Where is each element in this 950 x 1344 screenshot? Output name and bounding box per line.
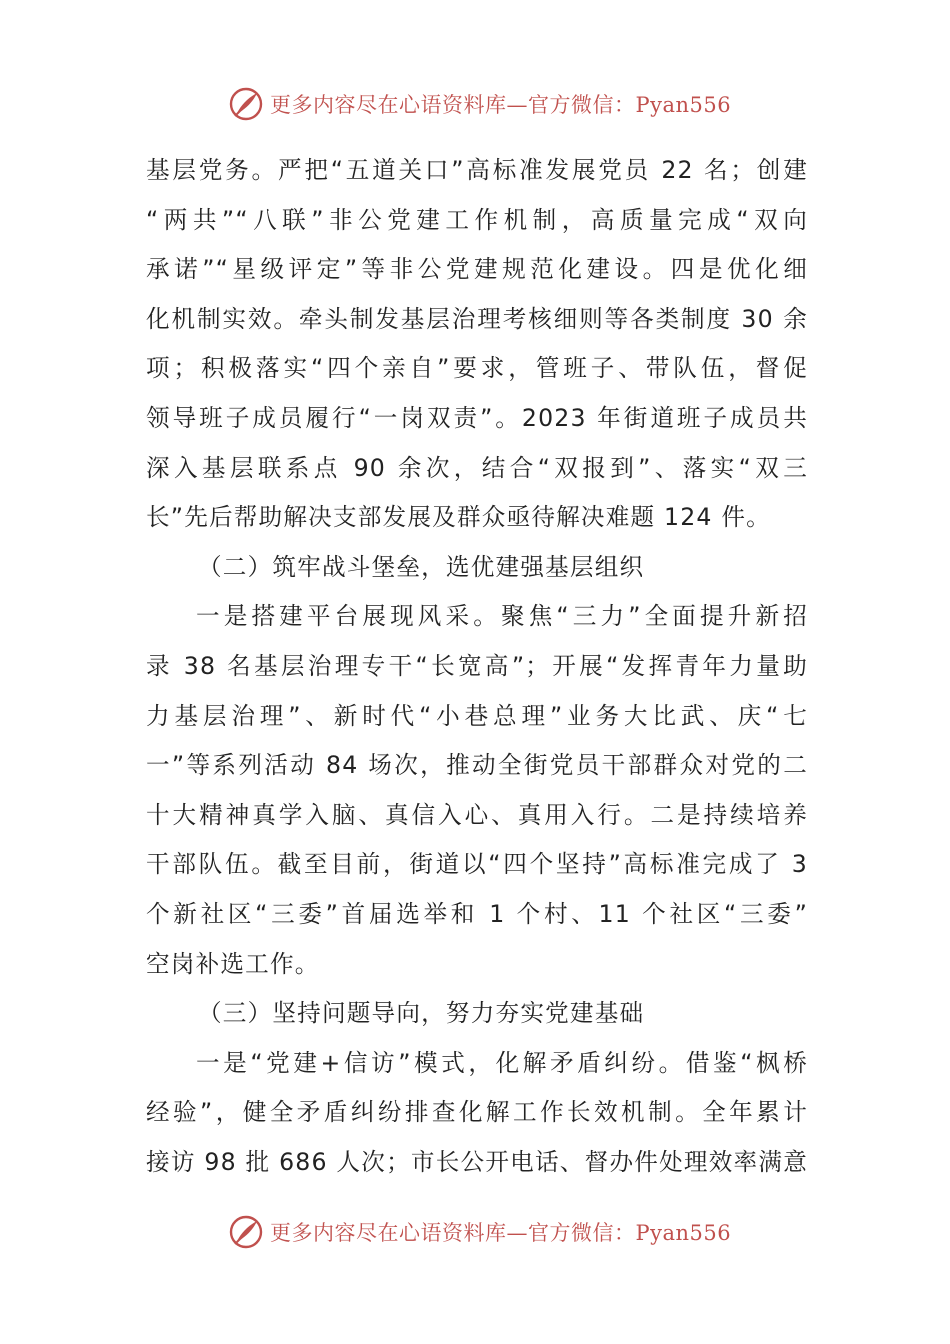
paragraph-1 — [146, 146, 808, 543]
text-line: 力基层治理”、新时代“小巷总理”业务大比武、庆“七 — [146, 701, 808, 730]
text-line: 承诺”“星级评定”等非公党建规范化建设。四是优化细 — [146, 255, 808, 284]
text-line: 十大精神真学入脑、真信入心、真用入行。二是持续培养 — [146, 800, 808, 829]
text-line: 领导班子成员履行“一岗双责”。2023 年街道班子成员共 — [146, 403, 808, 432]
text-line: 空岗补选工作。 — [146, 949, 320, 978]
text-line: 长”先后帮助解决支部发展及群众亟待解决难题 124 件。 — [146, 503, 771, 532]
text-line: 项；积极落实“四个亲自”要求，管班子、带队伍，督促 — [146, 354, 808, 383]
text-line: 个新社区“三委”首届选举和 1 个村、11 个社区“三委” — [146, 899, 808, 928]
section-heading-2: （二）筑牢战斗堡垒，选优建强基层组织 — [198, 552, 645, 581]
feather-pen-logo-icon — [228, 1214, 264, 1250]
text-line: 接访 98 批 686 人次；市长公开电话、督办件处理效率满意 — [146, 1147, 808, 1176]
text-line: “两共”“八联”非公党建工作机制，高质量完成“双向 — [146, 205, 808, 234]
text-line: 一是搭建平台展现风采。聚焦“三力”全面提升新招 — [196, 602, 808, 631]
header-banner — [228, 84, 731, 124]
text-line: 录 38 名基层治理专干“长宽高”；开展“发挥青年力量助 — [146, 651, 808, 680]
text-line: 一是“党建+信访”模式，化解矛盾纠纷。借鉴“枫桥 — [196, 1048, 808, 1077]
feather-pen-logo-icon — [228, 86, 264, 122]
text-line: 干部队伍。截至目前，街道以“四个坚持”高标准完成了 3 — [146, 850, 808, 879]
text-line: 基层党务。严把“五道关口”高标准发展党员 22 名；创建 — [146, 156, 808, 184]
header-banner-text: 更多内容尽在心语资料库—官方微信：Pyan556 — [270, 93, 732, 117]
footer-banner-text: 更多内容尽在心语资料库—官方微信：Pyan556 — [270, 1221, 732, 1245]
paragraph-2 — [146, 592, 808, 989]
text-line: 化机制实效。牵头制发基层治理考核细则等各类制度 30 余 — [146, 304, 808, 333]
section-heading-3: （三）坚持问题导向，努力夯实党建基础 — [198, 999, 645, 1028]
text-line: 经验”，健全矛盾纠纷排查化解工作长效机制。全年累计 — [146, 1098, 808, 1127]
paragraph-3 — [146, 1039, 808, 1188]
footer-banner — [228, 1212, 731, 1252]
document-body — [146, 146, 808, 1187]
text-line: 一”等系列活动 84 场次，推动全街党员干部群众对党的二 — [146, 751, 808, 780]
text-line: 深入基层联系点 90 余次，结合“双报到”、落实“双三 — [146, 453, 808, 482]
